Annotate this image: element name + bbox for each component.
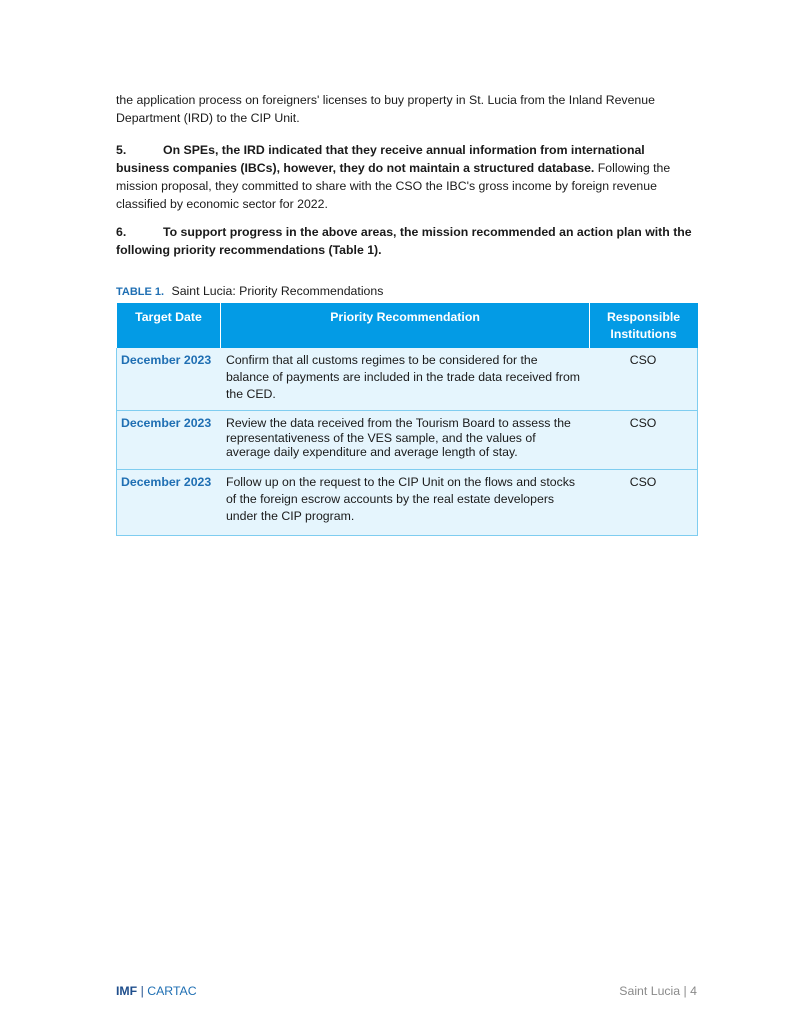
table-row (117, 470, 698, 536)
row-target-date: December 2023 (117, 411, 221, 470)
row-target-date: December 2023 (117, 348, 221, 411)
row-institution: CSO (589, 470, 697, 536)
row-target-date: December 2023 (117, 470, 221, 536)
header-priority-recommendation: Priority Recommendation (221, 303, 589, 348)
paragraph-5-lead: On SPEs, the IRD indicated that they receive annual information from international business companies (IBCs), however, they do not maintain a structured database. (116, 143, 645, 175)
paragraph-continued: the application process on foreigners' licenses to buy property in St. Lucia from the Inland Revenue Department (IRD) to the CIP Unit. (116, 93, 655, 125)
row-institution: CSO (589, 348, 697, 411)
table-row (117, 348, 698, 411)
footer-branding (116, 984, 197, 998)
paragraph-6-number: 6. (116, 225, 127, 239)
table-caption (116, 283, 383, 300)
paragraph-5 (116, 141, 698, 213)
row-recommendation: Review the data received from the Tourism Board to assess the representativeness of the VES sample, and the values of average daily expenditure and average length of stay. (221, 411, 589, 470)
header-target-date: Target Date (117, 303, 221, 348)
footer-separator: | (137, 984, 148, 998)
footer-page-number: Saint Lucia | 4 (619, 984, 697, 998)
footer-imf-logo-text: IMF (116, 984, 138, 998)
row-recommendation: Confirm that all customs regimes to be considered for the balance of payments are included in the trade data received from the CED. (221, 348, 589, 411)
header-responsible-institutions: Responsible Institutions (589, 303, 697, 348)
priority-recommendations-table (116, 303, 698, 536)
paragraph-5-text: Following the mission proposal, they committed to share with the CSO the IBC's gross income by foreign revenue classified by economic sector for 2022. (116, 161, 671, 211)
table-header-row (117, 303, 698, 348)
table-caption-label: TABLE 1. (116, 286, 165, 298)
table-caption-title: Saint Lucia: Priority Recommendations (171, 284, 384, 298)
footer-cartac: CARTAC (147, 984, 197, 998)
row-recommendation: Follow up on the request to the CIP Unit on the flows and stocks of the foreign escrow accounts by the real estate developers under the CIP program. (221, 470, 589, 536)
paragraph-5-number: 5. (116, 143, 127, 157)
row-institution: CSO (589, 411, 697, 470)
paragraph-6-lead: To support progress in the above areas, the mission recommended an action plan with the following priority recommendations (Table 1). (116, 225, 692, 257)
table-row (117, 411, 698, 470)
paragraph-6 (116, 223, 698, 259)
